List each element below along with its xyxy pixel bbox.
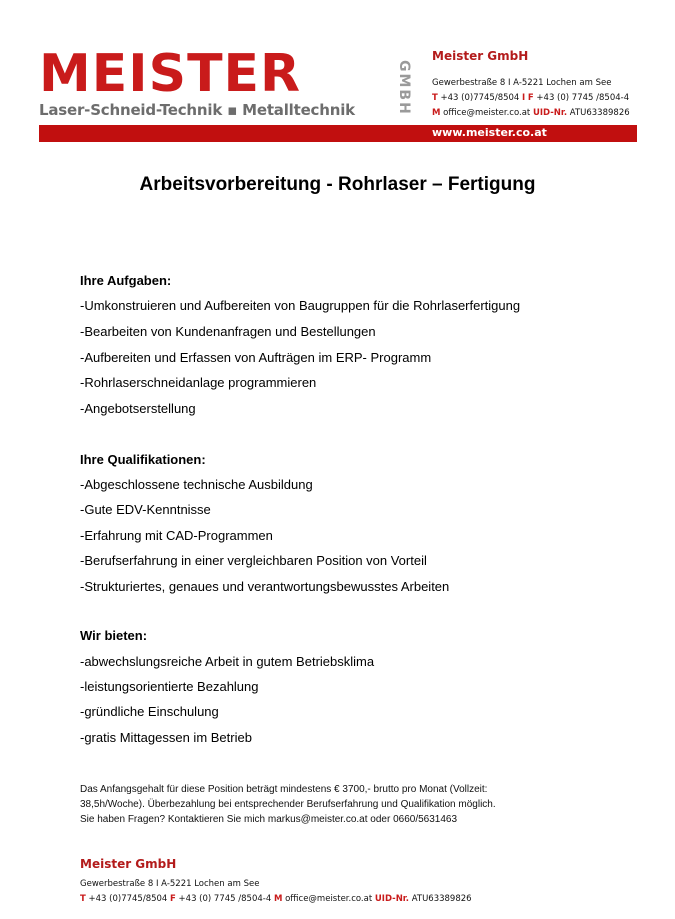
contact-line[interactable]: Sie haben Fragen? Kontaktieren Sie mich markus@meister.co.at oder 0660/5631463 (80, 814, 458, 825)
list-item: -Gute EDV-Kenntnisse (80, 502, 211, 517)
header-company-name: Meister GmbH (432, 49, 529, 63)
section-heading-qualifications: Ihre Qualifikationen: (80, 452, 206, 467)
list-item: -Aufbereiten und Erfassen von Aufträgen im ERP- Programm (80, 350, 432, 365)
website-link[interactable]: www.meister.co.at (432, 126, 547, 139)
list-item: -Abgeschlossene technische Ausbildung (80, 477, 313, 492)
header-phone-line: T +43 (0)7745/8504 I F +43 (0) 7745 /8504-4 (432, 93, 630, 103)
logo-gmbh: GMBH (396, 60, 412, 116)
logo-tagline: Laser-Schneid-Technik ▪ Metalltechnik (39, 101, 355, 119)
footer-company-name: Meister GmbH (80, 857, 177, 871)
list-item: -gründliche Einschulung (80, 704, 219, 719)
list-item: -Strukturiertes, genaues und verantwortungsbewusstes Arbeiten (80, 579, 450, 594)
footer-contact-line: T +43 (0)7745/8504 F +43 (0) 7745 /8504-4 M office@meister.co.at UID-Nr. ATU63389826 (80, 894, 472, 904)
list-item: -Umkonstruieren und Aufbereiten von Baugruppen für die Rohrlaserfertigung (80, 298, 521, 313)
list-item: -Angebotserstellung (80, 401, 196, 416)
list-item: -leistungsorientierte Bezahlung (80, 679, 259, 694)
header-red-bar (39, 125, 637, 142)
list-item: -abwechslungsreiche Arbeit in gutem Betriebsklima (80, 654, 375, 669)
section-heading-tasks: Ihre Aufgaben: (80, 273, 172, 288)
salary-paragraph: Das Anfangsgehalt für diese Position beträgt mindestens € 3700,- brutto pro Monat (Vollzeit: 38,5h/Woche). Überbezahlung bei entsprechender Berufserfahrung und Qualifikation möglich. Sie haben Fragen? Kontaktieren Sie mich markus@meister.co.at oder 0660/5631463 (80, 784, 496, 825)
list-item: -Erfahrung mit CAD-Programmen (80, 528, 273, 543)
logo-wordmark: MEISTER (39, 44, 302, 104)
list-item: -Bearbeiten von Kundenanfragen und Bestellungen (80, 324, 376, 339)
header-email[interactable]: office@meister.co.at (443, 108, 531, 118)
list-item: -gratis Mittagessen im Betrieb (80, 730, 252, 745)
footer-email[interactable]: office@meister.co.at (285, 894, 373, 904)
list-item: -Berufserfahrung in einer vergleichbaren Position von Vorteil (80, 553, 427, 568)
page-title: Arbeitsvorbereitung - Rohrlaser – Fertigung (139, 174, 536, 195)
footer-address: Gewerbestraße 8 I A-5221 Lochen am See (80, 879, 260, 889)
header-address: Gewerbestraße 8 I A-5221 Lochen am See (432, 78, 612, 88)
header-email-line: M office@meister.co.at UID-Nr. ATU63389826 (432, 108, 630, 118)
list-item: -Rohrlaserschneidanlage programmieren (80, 375, 317, 390)
section-heading-offer: Wir bieten: (80, 628, 148, 643)
company-logo (39, 44, 416, 128)
